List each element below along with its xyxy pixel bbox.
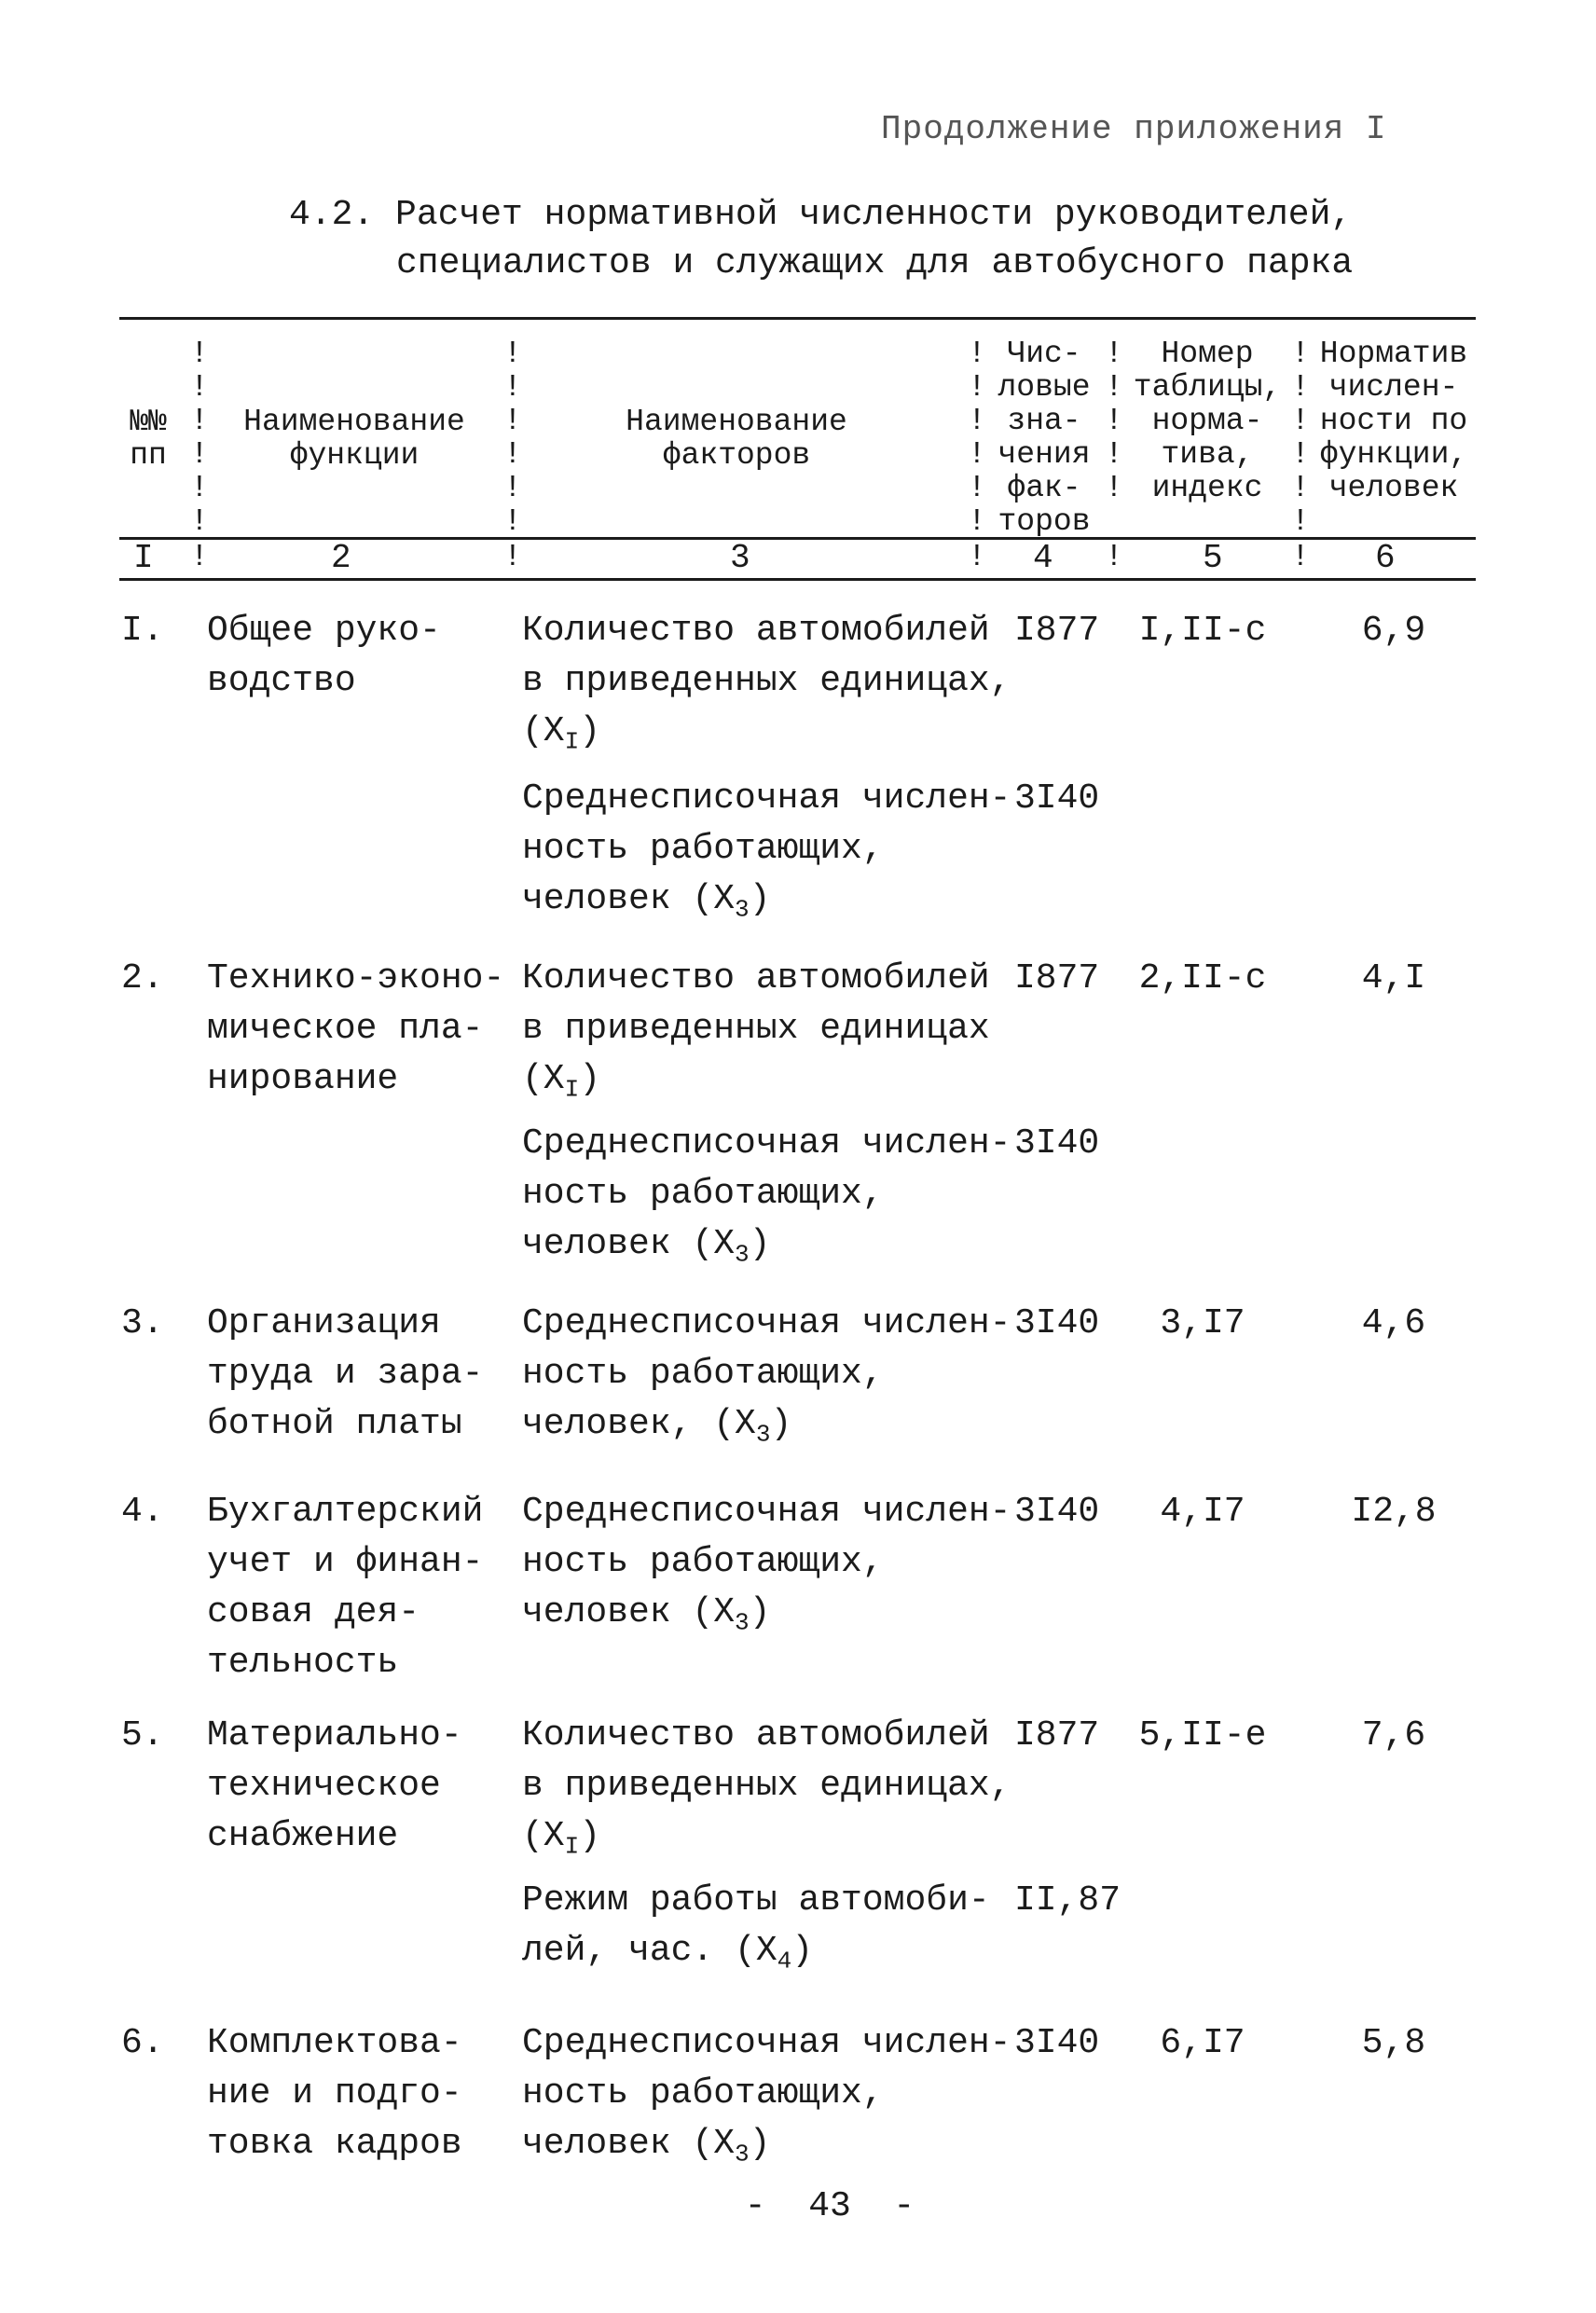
norm-value: 6,9 — [1361, 611, 1426, 651]
table-index: 3,I7 — [1160, 1303, 1245, 1343]
header-col-number: №№ пп — [130, 405, 167, 473]
factor — [522, 1711, 1100, 1872]
factor — [522, 774, 1100, 935]
factor-value: II,87 — [1014, 1880, 1121, 1921]
header-divider-1: ! ! ! ! ! ! — [190, 337, 209, 539]
factor-name: Количество автомобилей в приведенных единицах, $(X_I)$ — [522, 1715, 1011, 1861]
section-title — [289, 191, 1501, 288]
factor-value: I877 — [1014, 611, 1100, 651]
row-number: 4. — [121, 1492, 164, 1532]
row-number: 3. — [121, 1303, 164, 1343]
factor-name: Среднесписочная числен- ность работающих, человек, $(X_3)$ — [522, 1303, 1011, 1449]
header-divider-4: ! ! ! ! ! — [1105, 337, 1123, 505]
factor-value: I877 — [1014, 1715, 1100, 1755]
factor — [522, 606, 1100, 767]
norm-value: 4,I — [1361, 958, 1426, 998]
row-number: 6. — [121, 2023, 164, 2063]
table-index: 2,II-с — [1138, 958, 1267, 998]
header-bottom-rule — [119, 537, 1476, 540]
norm-value: 5,8 — [1361, 2023, 1426, 2063]
factor-name: Режим работы автомоби- лей, час. $(X_4)$ — [522, 1880, 990, 1976]
function-name: Комплектова- ние и подго- товка кадров — [207, 2023, 462, 2164]
page-number: - 43 - — [744, 2186, 915, 2226]
factor — [522, 1876, 1121, 1987]
factor — [522, 1299, 1100, 1460]
column-number-1: I — [133, 539, 154, 577]
factor-name: Среднесписочная числен- ность работающих, человек $(X_3)$ — [522, 1492, 1011, 1637]
factor-name: Количество автомобилей в приведенных единицах $(X_I)$ — [522, 958, 990, 1104]
table-index: 5,II-е — [1138, 1715, 1267, 1755]
factor-value: 3I40 — [1014, 778, 1100, 819]
column-number-4: 4 — [1033, 539, 1053, 577]
norm-value: 7,6 — [1361, 1715, 1426, 1755]
running-head: Продолжение приложения I — [881, 110, 1387, 148]
column-number-5: 5 — [1203, 539, 1223, 577]
row-number: 5. — [121, 1715, 164, 1755]
header-divider-3: ! ! ! ! ! ! — [968, 337, 986, 539]
table-index: 4,I7 — [1160, 1492, 1245, 1532]
header-col-values: Чис- ловые зна- чения фак- торов — [998, 337, 1091, 539]
factor-value: 3I40 — [1014, 1123, 1100, 1163]
factor-value: 3I40 — [1014, 2023, 1100, 2063]
factor — [522, 1487, 1100, 1648]
factor — [522, 1119, 1100, 1280]
factor-name: Среднесписочная числен- ность работающих, человек $(X_3)$ — [522, 2023, 1011, 2168]
header-divider-2: ! ! ! ! ! ! — [503, 337, 522, 539]
header-divider-5: ! ! ! ! ! ! — [1291, 337, 1310, 539]
section-title-line-2: специалистов и служащих для автобусного парка — [396, 243, 1354, 283]
header-col-table-index: Номер таблицы, норма- тива, индекс — [1133, 337, 1282, 505]
factor-value: I877 — [1014, 958, 1100, 998]
row-number: I. — [121, 611, 164, 651]
document-page: Продолжение приложения I 4.2. Расчет нормативной численности руководителей, специалистов и служащих для автобусного парка №№ пп Наименование функции Наименование факторов Чис- ловые зна- чения фак- торов Номер таблицы, норма- тива, индекс Норматив числен- ности по функции, человек ! ! ! ! ! ! ! ! ! ! ! ! ! ! ! ! ! ! ! ! ! ! ! ! ! ! ! ! ! I 2 3 4 5 6 ! ! ! ! ! I. Общее руко- водство Количество автомобилей в приведенных единицах, $(X_I)$ I877 Среднесписочная числен- ность работающих, человек $(X_3)$ 3I40 I,II-с 6,9 2. Технико-эконо- мическое пла- нирование Количество автомобилей в приведенных единицах $(X_I)$ I877 Среднесписочная числен- ность работающих, человек $(X_3)$ 3I40 2,II-с 4,I 3. Организация труда и зара- ботной платы Среднесписочная числен- ность работающих, человек, $(X_3)$ 3I40 3,I7 4,6 4. Бухгалтерский учет и финан- совая дея- тельность Среднесписочная числен- ность работающих, человек $(X_3)$ 3I40 4,I7 I2,8 5. Материально- техническое снабжение Количество автомобилей в приведенных единицах, $(X_I)$ I877 Режим работы автомоби- лей, час. $(X_4)$ II,87 5,II-е 7,6 6. Комплектова- ние и подго- товка кадров Среднесписочная числен- ность работающих, человек $(X_3)$ 3I40 6,I7 5,8 - 43 - — [0, 0, 1596, 2313]
function-name: Организация труда и зара- ботной платы — [207, 1303, 484, 1444]
factor-value: 3I40 — [1014, 1303, 1100, 1343]
row-number: 2. — [121, 958, 164, 998]
table-index: I,II-с — [1138, 611, 1267, 651]
section-title-line-1: 4.2. Расчет нормативной численности руководителей, — [289, 195, 1353, 235]
factor — [522, 954, 1100, 1115]
norm-value: I2,8 — [1351, 1492, 1437, 1532]
norm-value: 4,6 — [1361, 1303, 1426, 1343]
header-col-norm: Норматив числен- ности по функции, человек — [1319, 337, 1468, 505]
header-col-factors: Наименование факторов — [626, 405, 847, 473]
function-name: Общее руко- водство — [207, 611, 441, 701]
column-numbers-rule — [119, 578, 1476, 581]
table-index: 6,I7 — [1160, 2023, 1245, 2063]
factor-name: Среднесписочная числен- ность работающих, человек $(X_3)$ — [522, 778, 1011, 924]
factor-name: Среднесписочная числен- ность работающих, человек $(X_3)$ — [522, 1123, 1011, 1269]
column-number-6: 6 — [1375, 539, 1396, 577]
function-name: Материально- техническое снабжение — [207, 1715, 462, 1856]
column-number-3: 3 — [730, 539, 750, 577]
column-number-2: 2 — [331, 539, 351, 577]
function-name: Технико-эконо- мическое пла- нирование — [207, 958, 505, 1099]
header-col-function: Наименование функции — [243, 405, 465, 473]
factor — [522, 2018, 1100, 2180]
factor-value: 3I40 — [1014, 1492, 1100, 1532]
factor-name: Количество автомобилей в приведенных единицах, $(X_I)$ — [522, 611, 1011, 756]
table-top-rule — [119, 317, 1476, 320]
function-name: Бухгалтерский учет и финан- совая дея- тельность — [207, 1492, 484, 1683]
